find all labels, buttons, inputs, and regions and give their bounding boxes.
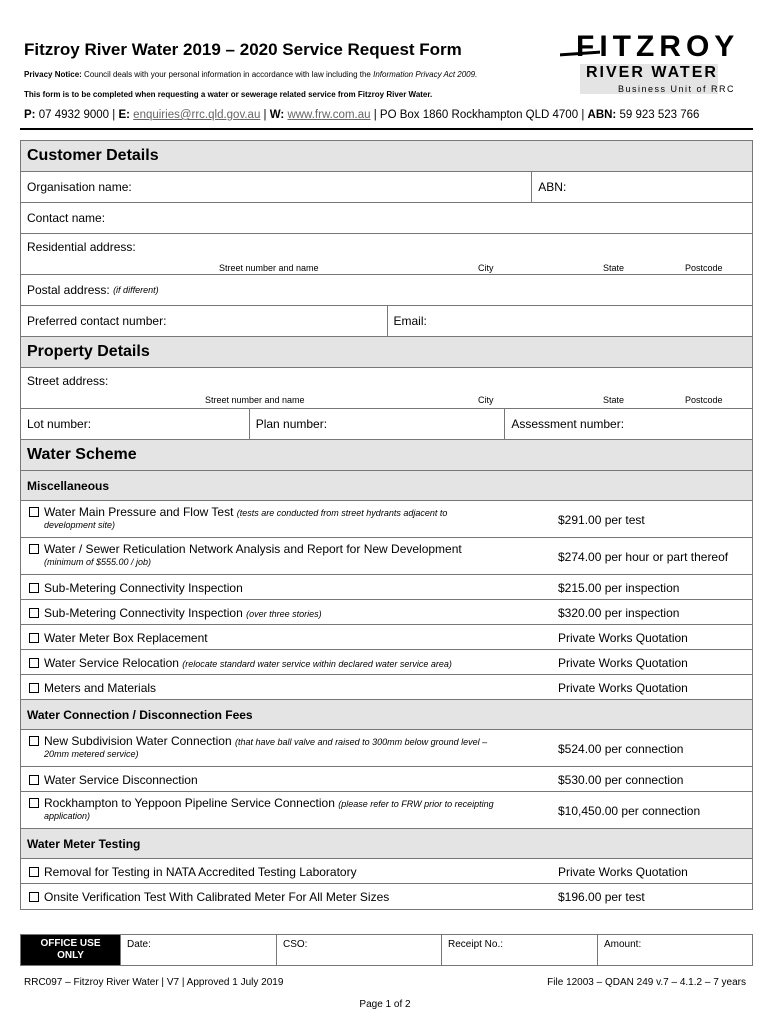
- contact-number-field[interactable]: Preferred contact number:: [27, 314, 167, 328]
- miscellaneous-heading: Miscellaneous: [21, 471, 752, 501]
- checkbox[interactable]: [29, 608, 39, 618]
- service-item[interactable]: [21, 859, 752, 884]
- item-price: $291.00 per test: [558, 513, 645, 527]
- contact-line: [24, 109, 699, 121]
- phone-label: P:: [24, 109, 36, 121]
- item-label: New Subdivision Water Connection: [44, 734, 232, 748]
- contact-number-row: [21, 306, 752, 337]
- property-details-heading: Property Details: [21, 337, 752, 368]
- item-label: Removal for Testing in NATA Accredited Testing Laboratory: [44, 865, 357, 879]
- org-row: [21, 172, 752, 203]
- street-label: Street address:: [27, 374, 109, 388]
- office-amount-field[interactable]: Amount:: [597, 935, 752, 965]
- service-request-form: [20, 140, 753, 910]
- organisation-field[interactable]: Organisation name:: [27, 180, 132, 194]
- item-note: development site): [44, 520, 116, 530]
- checkbox[interactable]: [29, 633, 39, 643]
- item-price: Private Works Quotation: [558, 656, 688, 670]
- postal-address-field[interactable]: [21, 275, 752, 306]
- office-receipt-field[interactable]: Receipt No.:: [441, 935, 597, 965]
- caption-city: City: [478, 263, 494, 273]
- checkbox[interactable]: [29, 658, 39, 668]
- checkbox[interactable]: [29, 775, 39, 785]
- lot-plan-row: [21, 409, 752, 440]
- service-item[interactable]: [21, 501, 752, 538]
- privacy-notice: [24, 70, 477, 79]
- office-use-box: [20, 934, 753, 966]
- contact-name-row: [21, 203, 752, 234]
- connection-fees-heading: Water Connection / Disconnection Fees: [21, 700, 752, 730]
- email-field[interactable]: Email:: [387, 306, 753, 336]
- office-date-field[interactable]: Date:: [120, 935, 276, 965]
- contact-name-field[interactable]: Contact name:: [27, 211, 106, 225]
- item-price: Private Works Quotation: [558, 631, 688, 645]
- separator: |: [373, 109, 377, 121]
- item-label: Water Main Pressure and Flow Test: [44, 505, 234, 519]
- item-price: $10,450.00 per connection: [558, 804, 701, 818]
- item-price: $320.00 per inspection: [558, 606, 680, 620]
- item-price: $215.00 per inspection: [558, 581, 680, 595]
- street-address-field[interactable]: [21, 368, 752, 409]
- office-cso-field[interactable]: CSO:: [276, 935, 441, 965]
- po-box: PO Box 1860 Rockhampton QLD 4700: [379, 109, 579, 121]
- checkbox[interactable]: [29, 892, 39, 902]
- residential-label: Residential address:: [27, 240, 136, 254]
- checkbox[interactable]: [29, 507, 39, 517]
- service-item[interactable]: [21, 792, 752, 829]
- service-item[interactable]: [21, 730, 752, 767]
- postal-note: (if different): [113, 285, 159, 295]
- item-price: $524.00 per connection: [558, 742, 684, 756]
- lot-number-field[interactable]: Lot number:: [27, 417, 92, 431]
- item-label: Water Service Disconnection: [44, 773, 198, 787]
- checkbox[interactable]: [29, 583, 39, 593]
- caption-street: Street number and name: [219, 263, 319, 273]
- privacy-label: Privacy Notice:: [24, 70, 82, 79]
- email-label: E:: [118, 109, 130, 121]
- caption-postcode: Postcode: [685, 263, 723, 273]
- item-price: $274.00 per hour or part thereof: [558, 550, 729, 564]
- item-note: 20mm metered service): [44, 749, 139, 759]
- checkbox[interactable]: [29, 544, 39, 554]
- checkbox[interactable]: [29, 867, 39, 877]
- fitzroy-logo: [560, 30, 750, 100]
- item-note: application): [44, 811, 91, 821]
- residential-address-field[interactable]: [21, 234, 752, 275]
- page-number: Page 1 of 2: [359, 999, 411, 1010]
- service-item[interactable]: [21, 884, 752, 909]
- item-label: Sub-Metering Connectivity Inspection: [44, 581, 243, 595]
- separator: |: [263, 109, 267, 121]
- logo-unit: Business Unit of RRC: [618, 84, 736, 94]
- item-label: Meters and Materials: [44, 681, 157, 695]
- meter-testing-heading: Water Meter Testing: [21, 829, 752, 859]
- completion-note: This form is to be completed when requesting a water or sewerage related service from Fitzroy River Water.: [24, 90, 433, 99]
- item-label: Water Meter Box Replacement: [44, 631, 208, 645]
- logo-subtitle: RIVER WATER: [580, 64, 718, 94]
- item-label: Water / Sewer Reticulation Network Analysis and Report for New Development: [44, 542, 462, 556]
- item-label: Water Service Relocation: [44, 656, 179, 670]
- service-item[interactable]: [21, 767, 752, 792]
- web-label: W:: [269, 109, 285, 121]
- service-item[interactable]: [21, 625, 752, 650]
- item-note: (minimum of $555.00 / job): [44, 557, 152, 567]
- item-note: (tests are conducted from street hydrants adjacent to: [236, 508, 448, 518]
- caption-state: State: [603, 395, 625, 405]
- item-label: Onsite Verification Test With Calibrated Meter For All Meter Sizes: [44, 890, 390, 904]
- web-link[interactable]: www.frw.com.au: [287, 109, 371, 121]
- plan-number-field[interactable]: Plan number:: [249, 409, 505, 439]
- item-note: (that have ball valve and raised to 300mm below ground level –: [235, 737, 488, 747]
- separator: |: [581, 109, 585, 121]
- customer-details-heading: Customer Details: [21, 141, 752, 172]
- email-link[interactable]: enquiries@rrc.qld.gov.au: [133, 109, 261, 121]
- header-rule: [20, 128, 753, 130]
- caption-city: City: [478, 395, 494, 405]
- postal-label: Postal address:: [27, 283, 110, 297]
- item-price: $196.00 per test: [558, 890, 645, 904]
- item-note: (over three stories): [246, 609, 322, 619]
- service-item[interactable]: [21, 538, 752, 575]
- form-title: Fitzroy River Water 2019 – 2020 Service Request Form: [24, 40, 462, 59]
- checkbox[interactable]: [29, 683, 39, 693]
- item-label: Sub-Metering Connectivity Inspection: [44, 606, 243, 620]
- footer-right: File 12003 – QDAN 249 v.7 – 4.1.2 – 7 years: [547, 977, 746, 988]
- logo-brand: FITZROY: [576, 30, 740, 63]
- item-note: (please refer to FRW prior to receipting: [338, 799, 494, 809]
- privacy-text: Council deals with your personal information in accordance with law including the: [84, 70, 371, 79]
- phone-number: 07 4932 9000: [38, 109, 110, 121]
- checkbox[interactable]: [29, 736, 39, 746]
- caption-state: State: [603, 263, 625, 273]
- caption-street: Street number and name: [205, 395, 305, 405]
- item-note: (relocate standard water service within declared water service area): [182, 659, 452, 669]
- abn-label: ABN:: [587, 109, 617, 121]
- privacy-act: Information Privacy Act 2009.: [373, 70, 478, 79]
- item-label: Rockhampton to Yeppoon Pipeline Service Connection: [44, 796, 335, 810]
- service-item[interactable]: [21, 650, 752, 675]
- water-scheme-heading: Water Scheme: [21, 440, 752, 471]
- item-price: $530.00 per connection: [558, 773, 684, 787]
- item-price: Private Works Quotation: [558, 681, 688, 695]
- abn-number: 59 923 523 766: [619, 109, 700, 121]
- separator: |: [112, 109, 116, 121]
- assessment-number-field[interactable]: Assessment number:: [504, 409, 752, 439]
- service-item[interactable]: [21, 675, 752, 700]
- caption-postcode: Postcode: [685, 395, 723, 405]
- office-use-label: OFFICE USE ONLY: [21, 935, 120, 965]
- service-item[interactable]: [21, 600, 752, 625]
- abn-field[interactable]: ABN:: [531, 172, 752, 202]
- item-price: Private Works Quotation: [558, 865, 688, 879]
- checkbox[interactable]: [29, 798, 39, 808]
- service-item[interactable]: [21, 575, 752, 600]
- footer-left: RRC097 – Fitzroy River Water | V7 | Approved 1 July 2019: [24, 977, 284, 988]
